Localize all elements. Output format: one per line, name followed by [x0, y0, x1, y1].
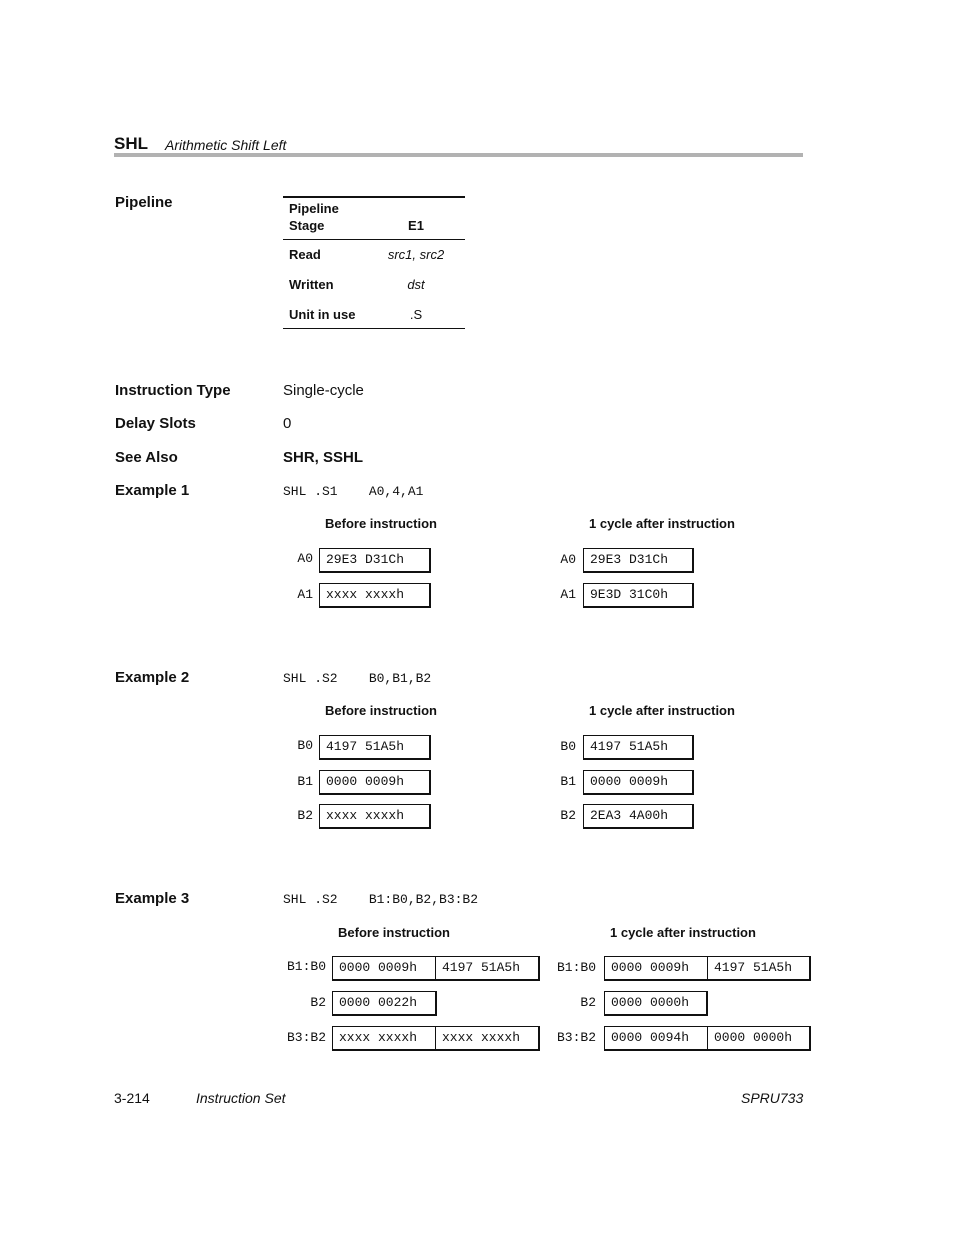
example3-after-lo-b3b2: 0000 0000h [707, 1026, 811, 1051]
footer-doc-id: SPRU733 [741, 1090, 804, 1106]
example1-after-reg-a0: A0 [560, 552, 576, 567]
header-line-1: Pipeline [289, 201, 339, 216]
example2-before-reg-b1: B1 [297, 774, 313, 789]
example3-after-reg-b3b2: B3:B2 [556, 1030, 596, 1045]
example1-after-val-a1: 9E3D 31C0h [583, 583, 694, 608]
example3-after-hi-b3b2: 0000 0094h [604, 1026, 708, 1051]
stage-unit-label: Unit in use [289, 307, 356, 322]
example2-after-reg-b2: B2 [560, 808, 576, 823]
example2-after-reg-b0: B0 [560, 739, 576, 754]
example2-before-val-b2: xxxx xxxxh [319, 804, 431, 829]
instruction-type-value: Single-cycle [283, 382, 364, 399]
header-rule [114, 153, 803, 157]
example2-before-val-b0: 4197 51A5h [319, 735, 431, 760]
example1-label: Example 1 [115, 482, 190, 499]
example2-before-val-b1: 0000 0009h [319, 770, 431, 795]
example3-before-hi-b1b0: 0000 0009h [332, 956, 436, 981]
example3-code: SHL .S2 B1:B0,B2,B3:B2 [283, 892, 479, 907]
example3-before-lo-b1b0: 4197 51A5h [435, 956, 540, 981]
example3-before-caption: Before instruction [338, 925, 450, 940]
example3-after-lo-b1b0: 4197 51A5h [707, 956, 811, 981]
example3-after-reg-b2: B2 [580, 995, 596, 1010]
example3-after-val-b2: 0000 0000h [604, 991, 708, 1016]
pipeline-stage-header [289, 200, 339, 234]
example1-before-caption: Before instruction [325, 516, 437, 531]
instruction-mnemonic: SHL [114, 134, 148, 153]
pipeline-label: Pipeline [115, 194, 173, 211]
example1-before-reg-a0: A0 [297, 551, 313, 566]
example1-before-reg-a1: A1 [297, 587, 313, 602]
example2-before-caption: Before instruction [325, 703, 437, 718]
table-top-rule [283, 196, 465, 198]
stage-written-value: dst [407, 277, 425, 292]
example2-after-reg-b1: B1 [560, 774, 576, 789]
example2-after-caption: 1 cycle after instruction [589, 703, 735, 718]
example3-before-hi-b3b2: xxxx xxxxh [332, 1026, 436, 1051]
stage-read-label: Read [289, 247, 321, 262]
instruction-type-label: Instruction Type [115, 382, 231, 399]
instruction-title: Arithmetic Shift Left [165, 137, 287, 153]
stage-written-label: Written [289, 277, 334, 292]
example3-before-lo-b3b2: xxxx xxxxh [435, 1026, 540, 1051]
example3-before-reg-b2: B2 [310, 995, 326, 1010]
example1-code: SHL .S1 A0,4,A1 [283, 484, 424, 499]
example2-before-reg-b2: B2 [297, 808, 313, 823]
example3-before-reg-b1b0: B1:B0 [286, 959, 326, 974]
example3-label: Example 3 [115, 890, 190, 907]
example3-before-val-b2: 0000 0022h [332, 991, 437, 1016]
stage-unit-value: .S [409, 307, 423, 322]
example2-before-reg-b0: B0 [297, 738, 313, 753]
footer-section: Instruction Set [196, 1090, 286, 1106]
stage-read-value: src1, src2 [387, 247, 445, 262]
example3-before-reg-b3b2: B3:B2 [286, 1030, 326, 1045]
header-line-2: Stage [289, 218, 325, 233]
example2-after-val-b1: 0000 0009h [583, 770, 694, 795]
example2-label: Example 2 [115, 669, 190, 686]
example3-after-reg-b1b0: B1:B0 [556, 960, 596, 975]
delay-slots-label: Delay Slots [115, 415, 196, 432]
table-header-rule [283, 239, 465, 240]
delay-slots-value: 0 [283, 415, 292, 432]
example1-before-val-a0: 29E3 D31Ch [319, 548, 431, 573]
table-bottom-rule [283, 328, 465, 329]
page-number: 3-214 [114, 1090, 150, 1106]
example1-after-caption: 1 cycle after instruction [589, 516, 735, 531]
example1-before-val-a1: xxxx xxxxh [319, 583, 431, 608]
e1-header: E1 [408, 218, 424, 233]
see-also-links[interactable]: SHR, SSHL [283, 449, 364, 466]
example3-after-caption: 1 cycle after instruction [610, 925, 756, 940]
example1-after-reg-a1: A1 [560, 587, 576, 602]
see-also-label: See Also [115, 449, 178, 466]
example2-after-val-b2: 2EA3 4A00h [583, 804, 694, 829]
example3-after-hi-b1b0: 0000 0009h [604, 956, 708, 981]
example2-after-val-b0: 4197 51A5h [583, 735, 694, 760]
example1-after-val-a0: 29E3 D31Ch [583, 548, 694, 573]
example2-code: SHL .S2 B0,B1,B2 [283, 671, 432, 686]
